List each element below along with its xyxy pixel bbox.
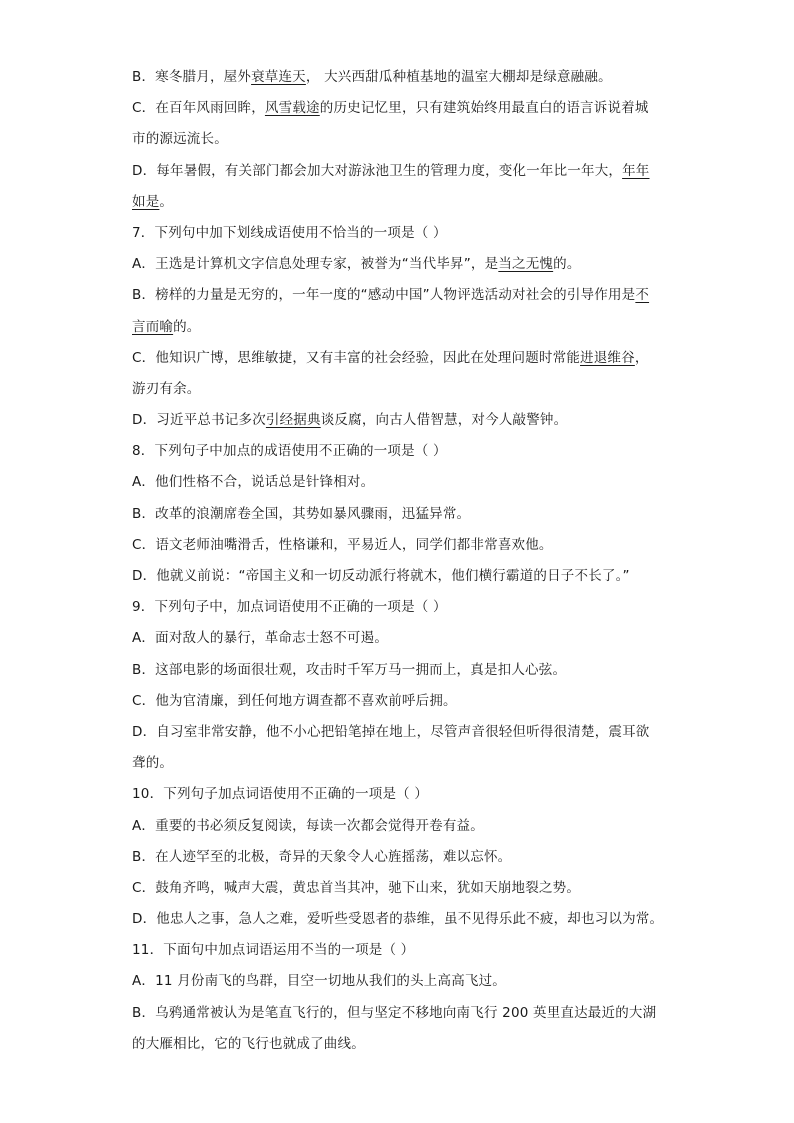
text-line — [132, 343, 664, 374]
underlined-phrase: 当之无愧 — [498, 256, 554, 273]
text-line — [132, 374, 664, 405]
text-line — [132, 811, 664, 842]
text-segment: 的。 — [553, 256, 581, 273]
text-segment: 的。 — [173, 318, 201, 335]
text-line — [132, 966, 664, 997]
text-segment: 聋的。 — [132, 755, 174, 772]
underlined-phrase: 风雪载途 — [264, 100, 320, 117]
text-line — [132, 280, 664, 311]
text-line — [132, 561, 664, 592]
text-line — [132, 779, 664, 810]
text-line — [132, 124, 664, 155]
text-segment: D．他就义前说：“帝国主义和一切反动派行将就木，他们横行霸道的日子不长了。” — [132, 568, 630, 584]
underlined-phrase: 引经据典 — [265, 412, 321, 429]
text-segment: 9．下列句子中，加点词语使用不正确的一项是（ ） — [132, 599, 447, 616]
text-segment: D．自习室非常安静，他不小心把铅笔掉在地上，尽管声音很轻但听得很清楚，震耳欲 — [132, 723, 650, 740]
text-segment: 11．下面句中加点词语运用不当的一项是（ ） — [132, 942, 415, 959]
text-line — [132, 187, 664, 218]
text-line — [132, 935, 664, 966]
text-segment: B．乌鸦通常被认为是笔直飞行的，但与坚定不移地向南飞行 200 英里直达最近的大湖 — [132, 1004, 657, 1021]
text-segment: 10．下列句子加点词语使用不正确的一项是（ ） — [132, 786, 429, 803]
text-line — [132, 717, 664, 748]
text-line — [132, 499, 664, 530]
text-line — [132, 873, 664, 904]
text-segment: B．改革的浪潮席卷全国，其势如暴风骤雨，迅猛异常。 — [132, 505, 471, 522]
text-segment: A．面对敌人的暴行，革命志士怒不可遏。 — [132, 630, 389, 647]
text-segment: D．他忠人之事，急人之难，爱听些受恩者的恭维，虽不见得乐此不疲，却也习以为常。 — [132, 911, 664, 928]
underlined-phrase: 年年 — [622, 162, 650, 179]
text-segment: 谈反腐，向古人借智慧，对今人敲警钟。 — [320, 412, 568, 429]
text-segment: 游刃有余。 — [132, 380, 201, 397]
text-segment: A．重要的书必须反复阅读，每读一次都会觉得开卷有益。 — [132, 817, 484, 834]
text-segment: C．他知识广博，思维敏捷，又有丰富的社会经验，因此在处理问题时常能 — [132, 349, 581, 366]
text-line — [132, 655, 664, 686]
text-line — [132, 998, 664, 1029]
underlined-phrase: 如是 — [132, 193, 160, 210]
text-segment: 的大雁相比，它的飞行也就成了曲线。 — [132, 1035, 365, 1052]
text-line — [132, 592, 664, 623]
text-segment: C．他为官清廉，到任何地方调查都不喜欢前呼后拥。 — [132, 692, 457, 709]
text-segment: 8．下列句子中加点的成语使用不正确的一项是（ ） — [132, 443, 447, 460]
text-segment: D．每年暑假，有关部门都会加大对游泳池卫生的管理力度，变化一年比一年大， — [132, 162, 623, 179]
text-segment: B．在人迹罕至的北极，奇异的天象令人心旌摇荡，难以忘怀。 — [132, 848, 512, 865]
underlined-phrase: 衰草连天 — [251, 69, 306, 85]
text-line — [132, 436, 664, 467]
text-segment: ， 大兴西甜瓜种植基地的温室大棚却是绿意融融。 — [305, 69, 612, 85]
text-segment: 的历史记忆里，只有建筑始终用最直白的语言诉说着城 — [319, 100, 649, 117]
text-segment: C．在百年风雨回眸， — [132, 100, 265, 117]
text-line — [132, 312, 664, 343]
text-segment: 。 — [159, 193, 174, 210]
text-segment: ， — [634, 349, 649, 366]
text-line — [132, 93, 664, 124]
text-line — [132, 405, 664, 436]
text-segment: A．王选是计算机文字信息处理专家，被誉为“当代毕昇”，是 — [132, 256, 499, 273]
text-line — [132, 748, 664, 779]
text-line — [132, 218, 664, 249]
text-line — [132, 686, 664, 717]
underlined-phrase: 言而喻 — [132, 318, 174, 335]
text-segment: B．榜样的力量是无穷的，一年一度的“感动中国”人物评选活动对社会的引导作用是 — [132, 287, 636, 304]
text-segment: C．语文老师油嘴滑舌，性格谦和，平易近人，同学们都非常喜欢他。 — [132, 536, 553, 553]
text-segment: C．鼓角齐鸣，喊声大震，黄忠首当其冲，驰下山来，犹如天崩地裂之势。 — [132, 879, 581, 896]
document-body — [132, 62, 664, 1060]
text-line — [132, 904, 664, 935]
underlined-phrase: 不 — [635, 287, 650, 304]
text-line — [132, 62, 664, 93]
text-line — [132, 623, 664, 654]
text-line — [132, 530, 664, 561]
text-segment: 7．下列句中加下划线成语使用不恰当的一项是（ ） — [132, 224, 447, 241]
text-segment: D．习近平总书记多次 — [132, 412, 266, 429]
text-segment: 市的源远流长。 — [132, 131, 228, 148]
text-segment: A．他们性格不合，说话总是针锋相对。 — [132, 474, 375, 491]
text-line — [132, 249, 664, 280]
text-line — [132, 467, 664, 498]
text-line — [132, 1029, 664, 1060]
text-segment: B．这部电影的场面很壮观，攻击时千军万马一拥而上，真是扣人心弦。 — [132, 661, 567, 678]
text-line — [132, 842, 664, 873]
text-segment: A．11 月份南飞的鸟群，目空一切地从我们的头上高高飞过。 — [132, 973, 507, 990]
text-line — [132, 156, 664, 187]
text-segment: B．寒冬腊月，屋外 — [132, 69, 252, 85]
underlined-phrase: 进退维谷 — [580, 349, 635, 366]
